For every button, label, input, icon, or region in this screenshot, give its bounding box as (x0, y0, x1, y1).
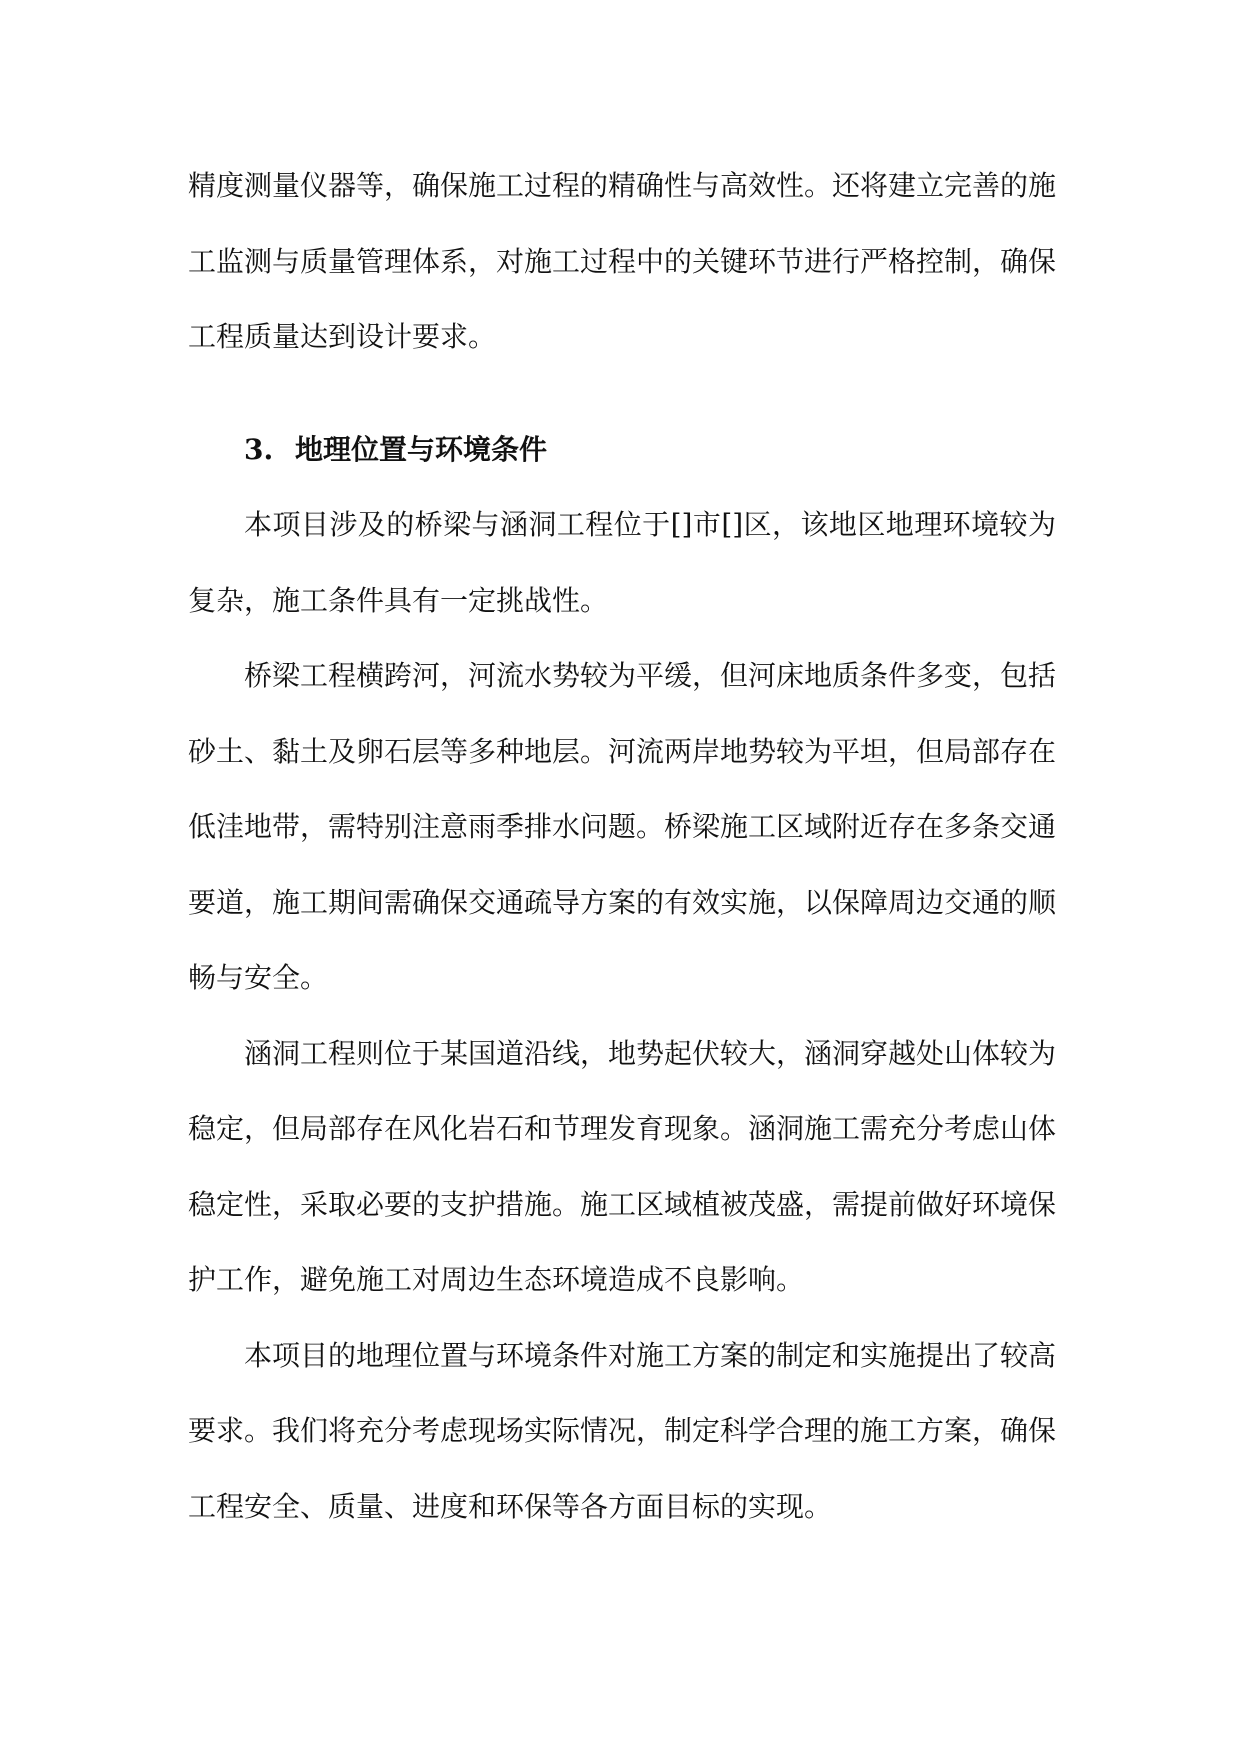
section-number: 3. (244, 432, 274, 466)
paragraph-location: 本项目涉及的桥梁与涵洞工程位于[]市[]区，该地区地理环境较为复杂，施工条件具有一定挑战性。 (188, 508, 1056, 617)
continued-paragraph: 精度测量仪器等，确保施工过程的精确性与高效性。还将建立完善的施工监测与质量管理体系，对施工过程中的关键环节进行严格控制，确保工程质量达到设计要求。 (188, 169, 1057, 353)
paragraph-bridge: 桥梁工程横跨河，河流水势较为平缓，但河床地质条件多变，包括砂土、黏土及卵石层等多种地层。河流两岸地势较为平坦，但局部存在低洼地带，需特别注意雨季排水问题。桥梁施工区域附近存在多条交通要道，施工期间需确保交通疏导方案的有效实施，以保障周边交通的顺畅与安全。 (188, 659, 1057, 994)
section-title: 地理位置与环境条件 (294, 432, 547, 466)
paragraph-summary: 本项目的地理位置与环境条件对施工方案的制定和实施提出了较高要求。我们将充分考虑现场实际情况，制定科学合理的施工方案，确保工程安全、质量、进度和环保等各方面目标的实现。 (188, 1338, 1057, 1523)
page-body (188, 148, 1056, 1544)
section-heading (188, 412, 1056, 488)
paragraph-culvert: 涵洞工程则位于某国道沿线，地势起伏较大，涵洞穿越处山体较为稳定，但局部存在风化岩石和节理发育现象。涵洞施工需充分考虑山体稳定性，采取必要的支护措施。施工区域植被茂盛，需提前做好环境保护工作，避免施工对周边生态环境造成不良影响。 (188, 1036, 1057, 1296)
